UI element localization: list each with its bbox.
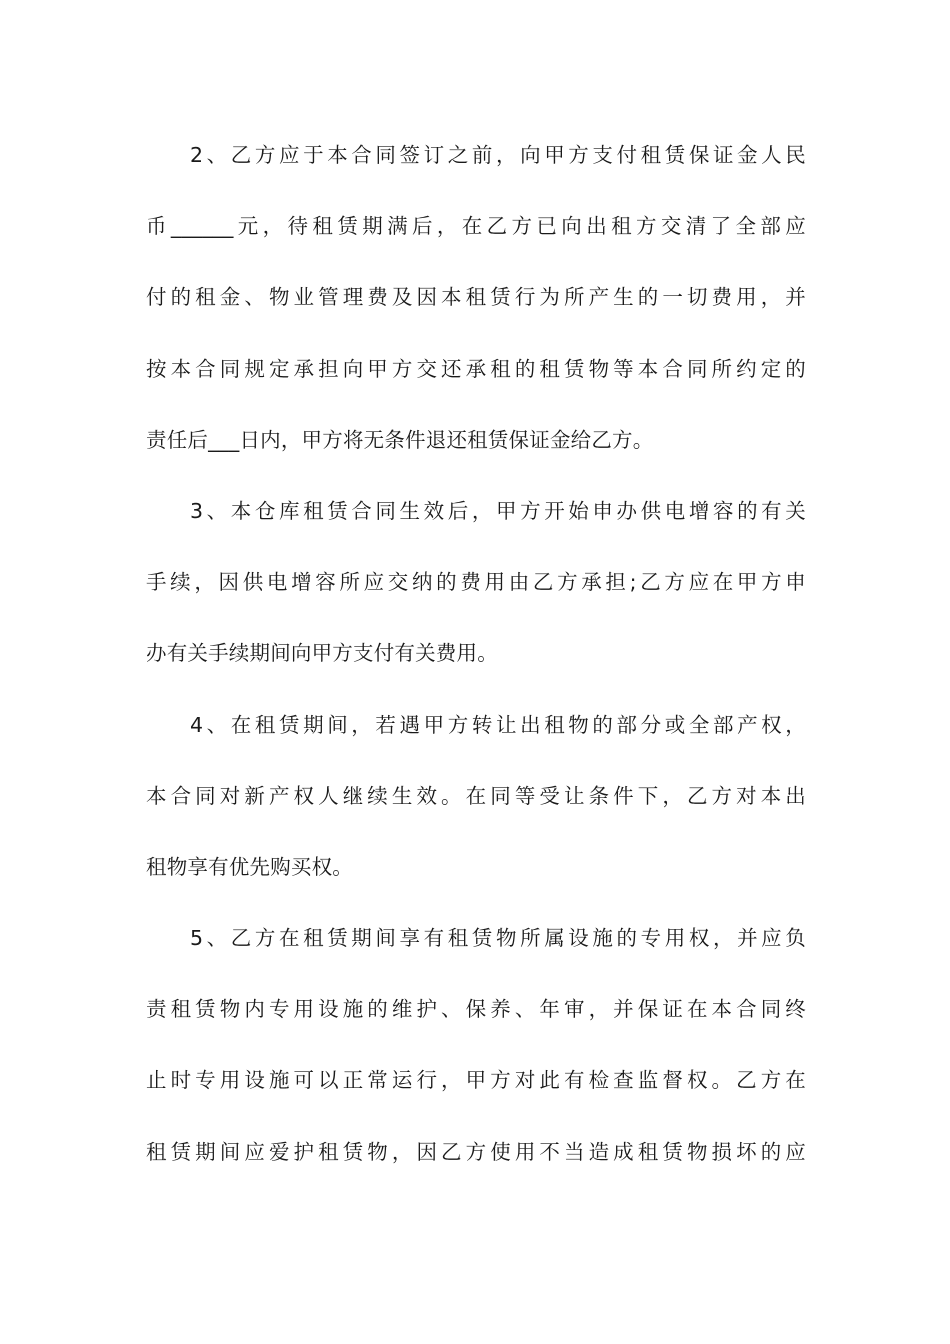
clause-2-line-4: 按本合同规定承担向甲方交还承租的租赁物等本合同所约定的: [146, 356, 806, 381]
clause-3-line-1: 3、本仓库租赁合同生效后，甲方开始申办供电增容的有关: [190, 498, 806, 523]
clause-2-line-2: 币______元，待租赁期满后，在乙方已向出租方交清了全部应: [146, 214, 806, 239]
clause-5-line-1: 5、乙方在租赁期间享有租赁物所属设施的专用权，并应负: [190, 926, 806, 951]
clause-3-line-2: 手续，因供电增容所应交纳的费用由乙方承担;乙方应在甲方申: [146, 570, 806, 595]
clause-5-line-3: 止时专用设施可以正常运行，甲方对此有检查监督权。乙方在: [146, 1068, 806, 1093]
clause-3-line-3: 办有关手续期间向甲方支付有关费用。: [146, 641, 498, 666]
clause-4-line-2: 本合同对新产权人继续生效。在同等受让条件下，乙方对本出: [146, 783, 806, 808]
clause-4-line-1: 4、在租赁期间，若遇甲方转让出租物的部分或全部产权，: [190, 712, 806, 737]
clause-5-line-2: 责租赁物内专用设施的维护、保养、年审，并保证在本合同终: [146, 997, 806, 1022]
clause-2-line-3: 付的租金、物业管理费及因本租赁行为所产生的一切费用，并: [146, 285, 806, 310]
clause-2-line-1: 2、乙方应于本合同签订之前，向甲方支付租赁保证金人民: [190, 143, 806, 167]
clause-5-line-4: 租赁期间应爱护租赁物，因乙方使用不当造成租赁物损坏的应: [146, 1139, 806, 1164]
contract-text-body: [146, 127, 806, 1195]
clause-4-line-3: 租物享有优先购买权。: [146, 854, 353, 879]
clause-2-line-5: 责任后___日内，甲方将无条件退还租赁保证金给乙方。: [146, 427, 654, 452]
